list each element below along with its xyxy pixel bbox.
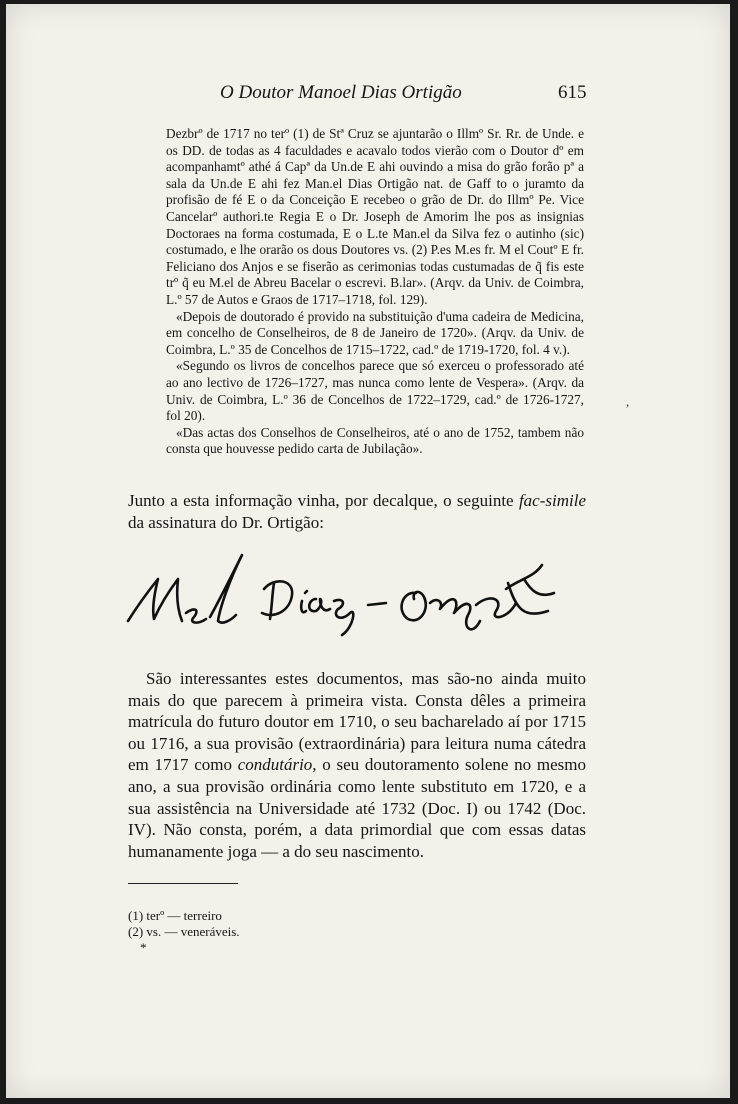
footnote-rule [128,883,238,884]
main-italic-term: condutário, [237,755,317,775]
signature-stroke-el [186,555,242,623]
signature-stroke-m [128,579,182,621]
main-text [128,668,586,862]
quote-paragraph-2: «Depois de doutorado é provido na substituição d'uma cadeira de Medicina, em concelho de Conselheiros, de 8 de Janeiro de 1720». (Arqv. da Univ. de Coimbra, L.º 35 de Concelhos de 1715–1722, cad.º de 1719-1720, fol. 4 v.). [166,308,584,357]
footnote-2: (2) vs. — veneráveis. [128,924,240,939]
running-title: O Doutor Manoel Dias Ortigão [220,82,462,103]
running-head [6,82,730,106]
intro-paragraph [128,490,586,534]
signature-dot-i [305,591,307,593]
intro-italic-term: fac-simile [518,491,586,510]
main-text-part-1: São interessantes estes documentos, mas são-no ainda muito mais do que parecem à primeira vista. Consta dêles a primeira matrícula do futuro doutor em 1710, o seu bacharelado aí por 1715 ou 1716, a sua provisão (extraordinária) para leitura numa cátedra em 1717 como [128,669,586,775]
signature-facsimile [124,549,564,639]
quote-paragraph-3: «Segundo os livros de concelhos parece que só exerceu o professorado até ao ano lectivo de 1726–1727, mas nunca como lente de Vespera». (Arqv. da Univ. de Coimbra, L.º 36 de Concelhos de 1722–1729, cad.º de 1726-1727, fol 20). [166,358,584,424]
main-paragraph [128,668,586,862]
signature-stroke-ortigao [402,565,554,629]
footnote-mark: * [140,940,147,955]
intro-text-end: da assinatura do Dr. Ortigão: [128,513,324,532]
quote-paragraph-4: «Das actas dos Conselhos de Conselheiros, até o ano de 1752, tambem não consta que houvesse pedido carta de Jubilação». [166,424,584,457]
signature-stroke-dash [368,603,386,605]
archival-quote [166,126,584,458]
footnote-1: (1) terº — terreiro [128,908,222,923]
page-number: 615 [558,82,587,103]
signature-stroke-dias [262,581,353,635]
quote-paragraph-1: Dezbrº de 1717 no terº (1) de Stª Cruz se ajuntarão o Illmº Sr. Rr. de Unde. e os DD. de todas as 4 faculdades e acavalo todos vierão com o Doutor dº em acompanhamtº athé á Capª da Un.de E ahi ouvindo a misa do grão forão pª a sala da Un.de E ahi fez Man.el Dias Ortigão nat. de Gaff to o juramto da profisão de fé E o da Conceição E recebeo o grão de Dr. do Illmº Pe. Vice Cancelarº authori.te Regia E o Dr. Joseph de Amorim lhe pos as insignias Doctoraes na forma costumada, E o L.te Man.el da Silva fez o autinho (sic) costumado, e lhe orarão os dous Doutores vs. (2) P.es M.es fr. M el Coutº E fr. Feliciano dos Anjos e se fiserão as cerimonias todas custumadas de q̃ fis este trº q̃ eu M.el de Abreu Bacelar o escrevi. B.lar». (Arqv. da Univ. de Coimbra, L.º 57 de Autos e Graos de 1717–1718, fol. 129). [166,126,584,307]
intro-text-start: Junto a esta informação vinha, por decalque, o seguinte [128,491,519,510]
footnotes [128,908,428,956]
margin-spot: , [626,394,630,409]
book-page [6,4,730,1098]
main-text-part-2: o seu doutoramento solene no mesmo ano, a sua provisão ordinária como lente substituto em 1720, e a sua assistência na Universidade até 1732 (Doc. I) ou 1742 (Doc. IV). Não consta, porém, a data primordial que com essas datas humanamente joga — a do seu nascimento. [128,755,586,861]
